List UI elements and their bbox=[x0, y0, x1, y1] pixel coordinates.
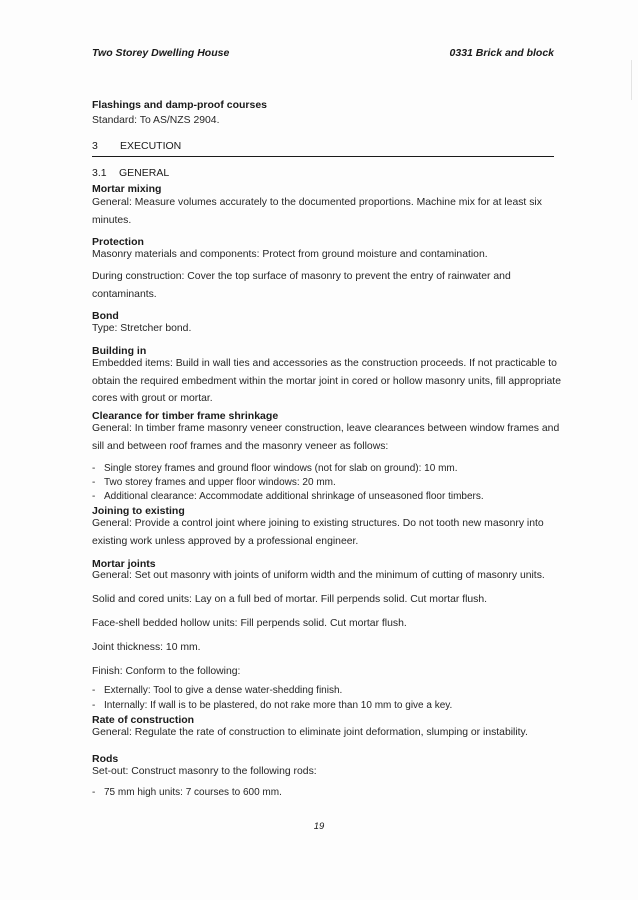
heading-protection: Protection bbox=[92, 236, 144, 248]
section-number: 3 bbox=[92, 140, 98, 152]
section-title: EXECUTION bbox=[120, 140, 182, 152]
heading-clearance: Clearance for timber frame shrinkage bbox=[92, 410, 279, 422]
text-mortar-joints-face-shell: Face-shell bedded hollow units: Fill perpends solid. Cut mortar flush. bbox=[92, 618, 407, 629]
list-item-text: Additional clearance: Accommodate additional shrinkage of unseasoned floor timbers. bbox=[104, 491, 484, 502]
heading-bond: Bond bbox=[92, 310, 119, 322]
heading-building-in: Building in bbox=[92, 345, 147, 357]
bullet-marker: - bbox=[92, 685, 96, 696]
text-protection-materials: Masonry materials and components: Protect from ground moisture and contamination. bbox=[92, 249, 488, 260]
text-rate-of-construction: General: Regulate the rate of construction to eliminate joint deformation, slumping or instability. bbox=[92, 727, 528, 738]
heading-flashings: Flashings and damp-proof courses bbox=[92, 99, 268, 111]
heading-mortar-mixing: Mortar mixing bbox=[92, 183, 162, 195]
text-finish: Finish: Conform to the following: bbox=[92, 666, 241, 677]
bullet-marker: - bbox=[92, 700, 96, 711]
list-item-text: Internally: If wall is to be plastered, do not rake more than 10 mm to give a key. bbox=[104, 700, 453, 711]
text-building-in: Embedded items: Build in wall ties and accessories as the construction proceeds. If not practicable to obtain the required embedment within the mortar joint in cored or hollow masonry units, fill appropriate cores with grout or mortar. bbox=[92, 358, 561, 404]
subsection-title: GENERAL bbox=[119, 167, 170, 179]
list-item-text: Single storey frames and ground floor windows (not for slab on ground): 10 mm. bbox=[104, 463, 458, 474]
bullet-marker: - bbox=[92, 491, 96, 502]
list-item-text: Externally: Tool to give a dense water-shedding finish. bbox=[104, 685, 343, 696]
list-item-text: Two storey frames and upper floor windows: 20 mm. bbox=[104, 477, 336, 488]
subsection-number: 3.1 bbox=[92, 167, 107, 179]
scan-edge-mark bbox=[631, 60, 632, 100]
bullet-marker: - bbox=[92, 463, 96, 474]
list-item-text: 75 mm high units: 7 courses to 600 mm. bbox=[104, 787, 282, 798]
text-protection-construction: During construction: Cover the top surface of masonry to prevent the entry of rainwater and contaminants. bbox=[92, 271, 511, 300]
heading-mortar-joints: Mortar joints bbox=[92, 558, 156, 570]
list-item-finish-2 bbox=[92, 699, 452, 713]
list-item-clearance-1 bbox=[92, 462, 458, 476]
text-joining-to-existing: General: Provide a control joint where joining to existing structures. Do not tooth new masonry into existing work unless approved by a professional engineer. bbox=[92, 518, 544, 547]
text-clearance-general: General: In timber frame masonry veneer construction, leave clearances between window frames and sill and between roof frames and the masonry veneer as follows: bbox=[92, 423, 560, 452]
bullet-marker: - bbox=[92, 477, 96, 488]
heading-joining-to-existing: Joining to existing bbox=[92, 505, 185, 517]
text-mortar-joints-solid: Solid and cored units: Lay on a full bed of mortar. Fill perpends solid. Cut mortar flush. bbox=[92, 594, 488, 605]
list-item-clearance-2 bbox=[92, 476, 336, 490]
list-item-finish-1 bbox=[92, 684, 342, 698]
text-bond-type: Type: Stretcher bond. bbox=[92, 323, 192, 334]
text-mortar-joints-general: General: Set out masonry with joints of uniform width and the minimum of cutting of masonry units. bbox=[92, 570, 545, 581]
header-document-title: Two Storey Dwelling House bbox=[92, 47, 230, 59]
list-item-rods-1 bbox=[92, 786, 282, 800]
heading-rods: Rods bbox=[92, 753, 119, 765]
section-heading-execution bbox=[92, 140, 554, 157]
header-section-title: 0331 Brick and block bbox=[449, 47, 554, 59]
list-item-clearance-3 bbox=[92, 490, 484, 504]
heading-rate-of-construction: Rate of construction bbox=[92, 714, 195, 726]
text-mortar-mixing: General: Measure volumes accurately to the documented proportions. Machine mix for at least six minutes. bbox=[92, 197, 542, 226]
text-joint-thickness: Joint thickness: 10 mm. bbox=[92, 642, 201, 653]
bullet-marker: - bbox=[92, 787, 96, 798]
text-rods-set-out: Set-out: Construct masonry to the following rods: bbox=[92, 766, 317, 777]
page-number: 19 bbox=[313, 821, 325, 832]
text-flashings-standard: Standard: To AS/NZS 2904. bbox=[92, 115, 220, 126]
